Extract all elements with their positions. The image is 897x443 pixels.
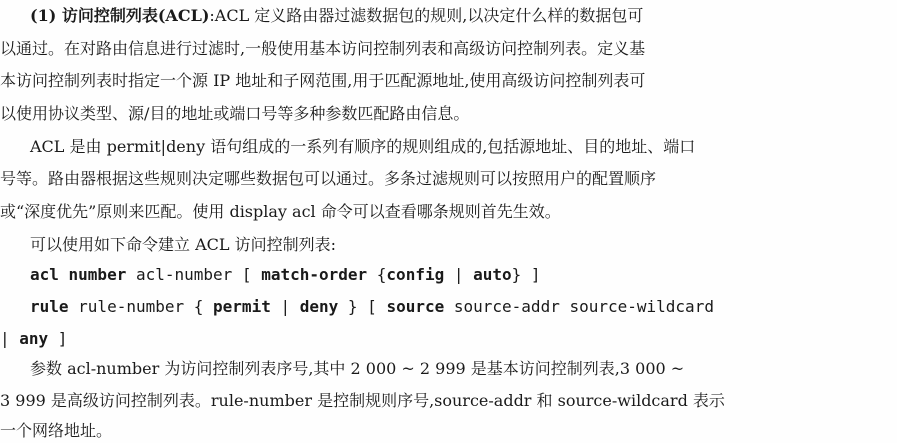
para4-line-3: 一个网络地址。: [0, 421, 113, 440]
para3-line: 可以使用如下命令建立 ACL 访问控制列表:: [30, 235, 336, 254]
para2-line-2: 号等。路由器根据这些规则决定哪些数据包可以通过。多条过滤规则可以按照用户的配置顺序: [0, 169, 657, 188]
intro-line-1: [30, 6, 643, 26]
cmd1-keyword-acl-number: acl number: [30, 265, 127, 284]
cmd1-punct-2: {: [367, 265, 387, 284]
para4-line-2: 3 999 是高级访问控制列表。rule-number 是控制规则序号,source-addr 和 source-wildcard 表示: [0, 391, 725, 410]
cmd2-keyword-deny: deny: [299, 297, 339, 316]
command-rule-syntax-cont: [0, 329, 67, 349]
intro-text-1: :ACL 定义路由器过滤数据包的规则,以决定什么样的数据包可: [209, 6, 644, 25]
intro-line-2: 以通过。在对路由信息进行过滤时,一般使用基本访问控制列表和高级访问控制列表。定义基: [0, 39, 646, 58]
cmd1-keyword-config: config: [386, 265, 445, 284]
cmd1-keyword-match-order: match-order: [261, 265, 368, 284]
para2-line-3: 或“深度优先”原则来匹配。使用 display acl 命令可以查看哪条规则首先生效。: [0, 202, 561, 221]
cmd2-arg-rule-number: rule-number: [68, 297, 194, 316]
cmd2-keyword-permit: permit: [213, 297, 271, 316]
para4-line-1: 参数 acl-number 为访问控制列表序号,其中 2 000 ~ 2 999 是基本访问控制列表,3 000 ~: [30, 359, 685, 378]
cmd1-arg-acl-number: acl-number: [126, 265, 242, 284]
intro-line-3: 本访问控制列表时指定一个源 IP 地址和子网范围,用于匹配源地址,使用高级访问控制列表可: [0, 71, 646, 90]
cmd1-punct-3: |: [444, 265, 474, 284]
cmd2-punct-1: {: [193, 297, 214, 316]
cmd2-punct-5: ]: [48, 329, 68, 348]
command-acl-syntax: [30, 265, 541, 285]
cmd2-punct-3: } [: [338, 297, 387, 316]
cmd2-punct-4: |: [0, 329, 20, 348]
cmd2-arg-source: source-addr source-wildcard: [444, 297, 714, 316]
section-heading: (1) 访问控制列表(ACL): [30, 6, 210, 25]
cmd2-keyword-rule: rule: [30, 297, 69, 316]
cmd1-punct-4: } ]: [511, 265, 541, 284]
command-rule-syntax: [30, 297, 714, 317]
cmd2-keyword-any: any: [19, 329, 49, 348]
cmd2-punct-2: |: [270, 297, 300, 316]
para2-line-1: ACL 是由 permit|deny 语句组成的一系列有顺序的规则组成的,包括源地址、目的地址、端口: [30, 137, 696, 156]
cmd2-keyword-source: source: [386, 297, 445, 316]
intro-line-4: 以使用协议类型、源/目的地址或端口号等多种参数匹配路由信息。: [0, 104, 470, 123]
cmd1-punct-1: [: [241, 265, 262, 284]
cmd1-keyword-auto: auto: [473, 265, 512, 284]
